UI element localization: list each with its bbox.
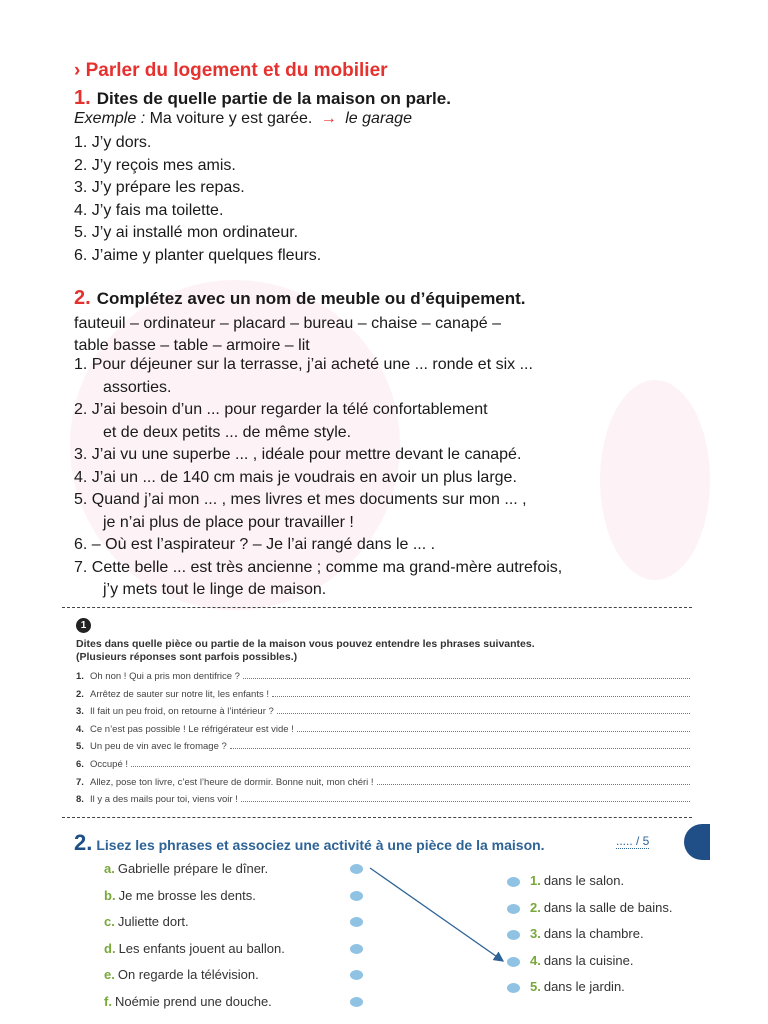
activity-item: b. Je me brosse les dents.	[104, 887, 256, 903]
list-item-continuation: j’y mets tout le linge de maison.	[103, 581, 327, 598]
list-item: 5. Quand j’ai mon ... , mes livres et mes documents sur mon ... ,	[74, 491, 527, 508]
exercise-instruction: Dites de quelle partie de la maison on parle.	[96, 89, 451, 108]
exercise-instruction: Complétez avec un nom de meuble ou d’équipement.	[96, 289, 526, 308]
word-bank-line: fauteuil – ordinateur – placard – bureau – chaise – canapé –	[74, 315, 501, 332]
list-item: 4. J’ai un ... de 140 cm mais je voudrais en avoir un plus large.	[74, 468, 517, 486]
list-item: 7. Cette belle ... est très ancienne ; comme ma grand-mère autrefois,	[74, 558, 563, 576]
list-item: 2. J’ai besoin d’un ... pour regarder la télé confortablement	[74, 401, 488, 418]
instruction-line: (Plusieurs réponses sont parfois possibles.)	[76, 651, 298, 663]
exercise-instruction: Lisez les phrases et associez une activité à une pièce de la maison.	[96, 837, 545, 853]
score-box: ..... / 5	[616, 834, 650, 848]
list-item: 3. Il fait un peu froid, on retourne à l’intérieur ?	[76, 704, 690, 722]
section-title: › Parler du logement et du mobilier	[74, 60, 388, 81]
activity-item: a. Gabrielle prépare le dîner.	[104, 861, 269, 876]
example-label: Exemple :	[74, 110, 146, 127]
activity-item: d. Les enfants jouent au ballon.	[104, 940, 285, 956]
list-item: 4. J’y fais ma toilette.	[74, 201, 224, 219]
list-item: 3. J’y prépare les repas.	[74, 179, 245, 196]
exercise-number: 1.	[74, 87, 91, 109]
list-item: 6. J’aime y planter quelques fleurs.	[74, 246, 322, 264]
list-item: 2. J’y reçois mes amis.	[74, 156, 236, 174]
list-item: 1. Oh non ! Qui a pris mon dentifrice ?	[76, 669, 690, 687]
instruction-line: Dites dans quelle pièce ou partie de la maison vous pouvez entendre les phrases suivantes.	[76, 638, 535, 650]
list-item-continuation: je n’ai plus de place pour travailler !	[103, 513, 354, 531]
room-item: 2. dans la salle de bains.	[530, 899, 673, 915]
activity-item: f. Noémie prend une douche.	[104, 993, 272, 1009]
room-item: 1. dans le salon.	[530, 873, 625, 888]
list-item: 8. Il y a des mails pour toi, viens voir !	[76, 792, 690, 810]
list-item-continuation: et de deux petits ... de même style.	[103, 423, 352, 441]
list-item: 1. J’y dors.	[74, 134, 152, 151]
list-item: 2. Arrêtez de sauter sur notre lit, les enfants !	[76, 687, 690, 705]
list-item: 7. Allez, pose ton livre, c’est l’heure de dormir. Bonne nuit, mon chéri !	[76, 775, 690, 793]
room-item: 5. dans le jardin.	[530, 979, 625, 994]
list-item-continuation: assorties.	[103, 378, 172, 396]
activity-item: c. Juliette dort.	[104, 914, 189, 929]
list-item: 5. J’y ai installé mon ordinateur.	[74, 224, 299, 241]
list-item: 6. Occupé !	[76, 757, 690, 775]
example-text: Ma voiture y est garée.	[149, 110, 313, 127]
exercise-number: 2.	[74, 287, 91, 309]
list-item: 6. – Où est l’aspirateur ? – Je l’ai rangé dans le ... .	[74, 536, 436, 553]
exercise-number-badge: 1	[76, 618, 91, 633]
list-item: 5. Un peu de vin avec le fromage ?	[76, 739, 690, 757]
activity-item: e. On regarde la télévision.	[104, 967, 259, 982]
room-item: 3. dans la chambre.	[530, 926, 644, 941]
word-bank-line: table basse – table – armoire – lit	[74, 337, 310, 354]
arrow-right-icon: →	[320, 110, 337, 127]
list-item: 4. Ce n’est pas possible ! Le réfrigérateur est vide !	[76, 722, 690, 740]
list-item: 1. Pour déjeuner sur la terrasse, j’ai acheté une ... ronde et six ...	[74, 356, 533, 373]
room-item: 4. dans la cuisine.	[530, 952, 634, 968]
list-item: 3. J’ai vu une superbe ... , idéale pour mettre devant le canapé.	[74, 446, 522, 463]
exercise-number: 2.	[74, 830, 93, 855]
example-answer: le garage	[345, 110, 412, 127]
